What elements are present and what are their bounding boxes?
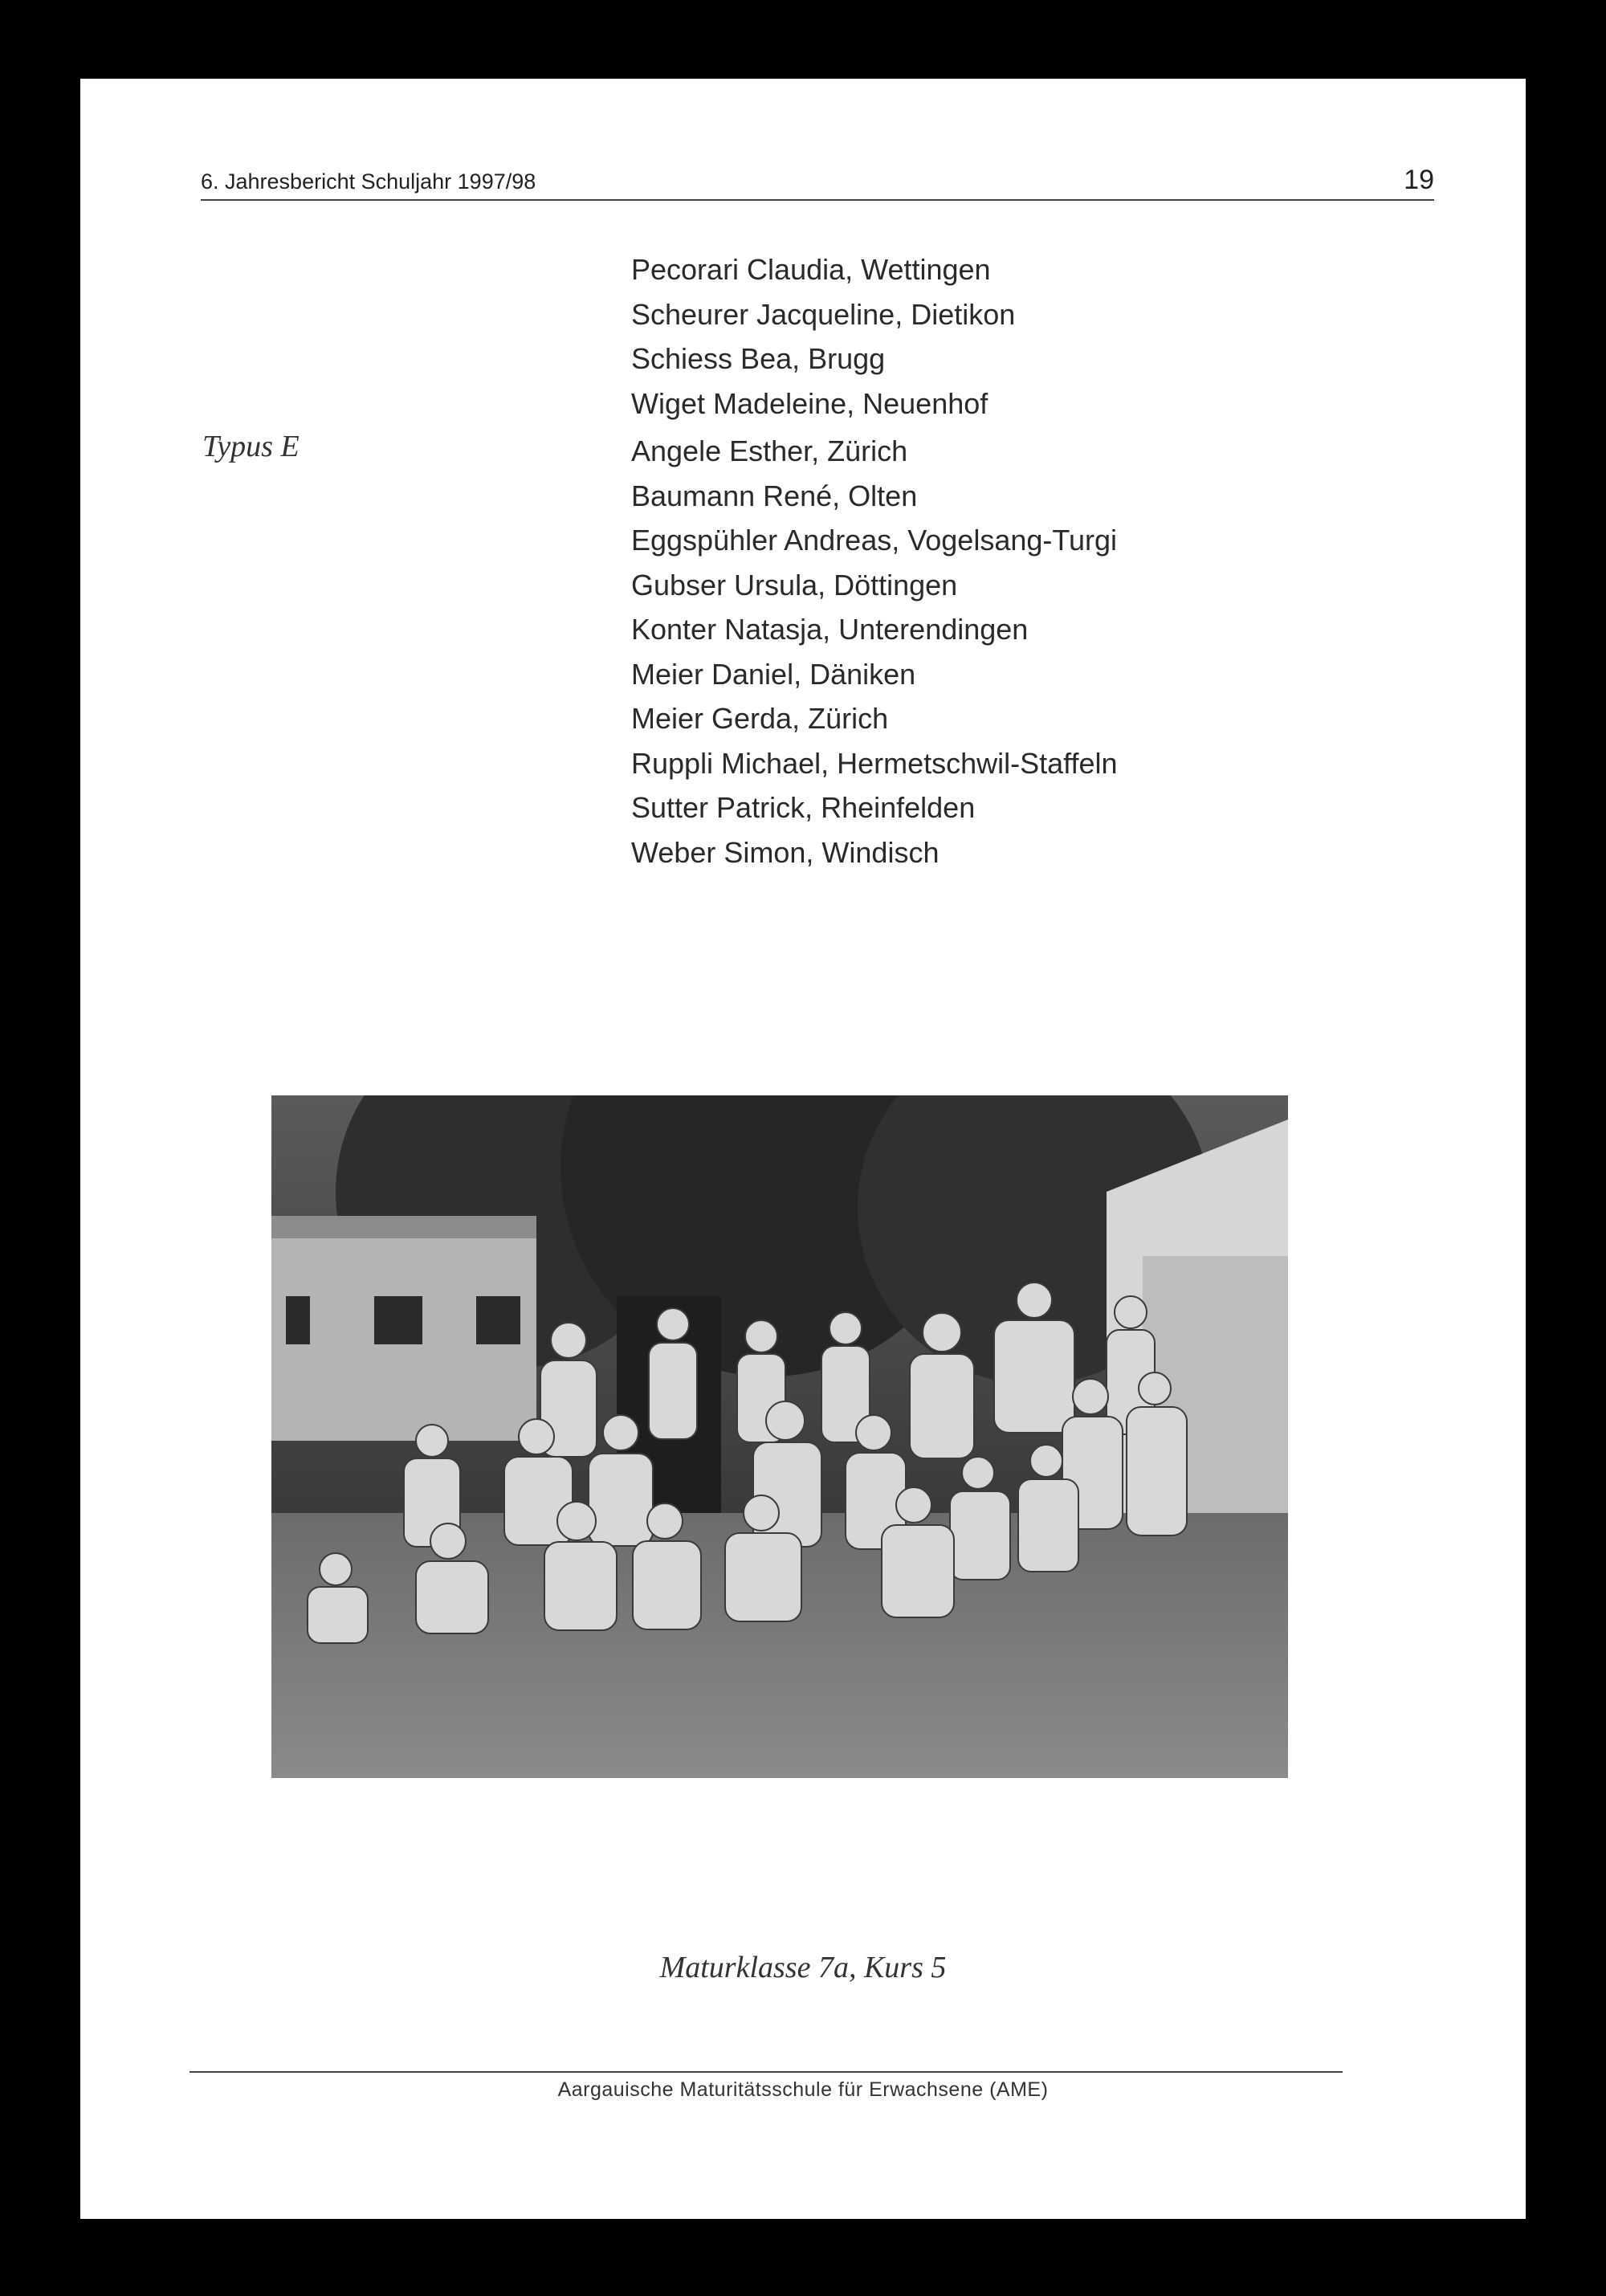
section-label-typus-e: Typus E (202, 430, 300, 463)
name-list-item: Sutter Patrick, Rheinfelden (631, 791, 976, 824)
photo-caption: Maturklasse 7a, Kurs 5 (659, 1951, 947, 1984)
student-name-list (631, 247, 1118, 875)
name-list-item: Wiget Madeleine, Neuenhof (631, 386, 988, 420)
name-list-item: Eggspühler Andreas, Vogelsang-Turgi (631, 524, 1118, 557)
document-page (80, 79, 1526, 2219)
page-number: 19 (1404, 165, 1434, 195)
name-list-item: Angele Esther, Zürich (631, 434, 908, 467)
name-list-item: Schiess Bea, Brugg (631, 342, 886, 375)
name-list-item: Gubser Ursula, Döttingen (631, 568, 958, 602)
name-list-item: Scheurer Jacqueline, Dietikon (631, 297, 1016, 331)
class-group-photo (271, 1095, 1288, 1778)
header-rule (201, 199, 1434, 201)
name-list-item: Meier Gerda, Zürich (631, 702, 889, 735)
header-title: 6. Jahresbericht Schuljahr 1997/98 (201, 169, 536, 194)
page-header (201, 167, 1434, 199)
footer-rule (190, 2071, 1343, 2073)
name-list-item: Meier Daniel, Däniken (631, 657, 916, 691)
footer-text: Aargauische Maturitätsschule für Erwachsene (AME) (557, 2078, 1049, 2101)
name-list-item: Baumann René, Olten (631, 479, 918, 512)
name-list-item: Konter Natasja, Unterendingen (631, 613, 1029, 646)
name-list-item: Ruppli Michael, Hermetschwil-Staffeln (631, 746, 1118, 780)
name-list-item: Pecorari Claudia, Wettingen (631, 253, 991, 286)
name-list-item: Weber Simon, Windisch (631, 835, 940, 869)
